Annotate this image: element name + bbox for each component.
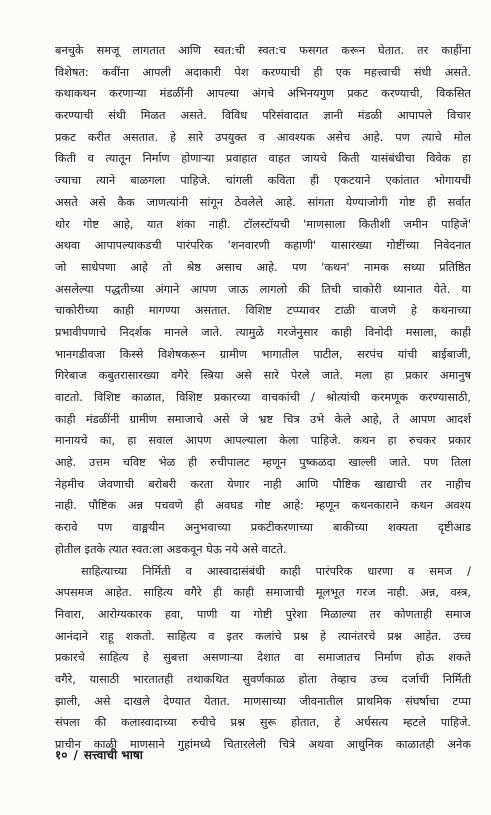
paragraph-2 xyxy=(55,561,471,756)
text-line: मानायचे का, हा सवाल आपण आपल्याला केला पाहिजे. कथन हा रुचकर प्रकार xyxy=(55,434,471,448)
text-line: गिरेबाज कबुतरासारख्या वगैरे स्त्रिया असे सारे पेरले जाते. मला हा प्रकार अमानुष xyxy=(55,369,471,383)
text-line: थोर गोष्ट आहे, यात शंका नाही. टॉलस्टॉयची 'माणसाला कितीशी जमीन पाहिजे' xyxy=(55,217,471,231)
text-line: प्रकट करीत असतात. हे सारे उपयुक्त व आवश्यक असेच आहे. पण त्याचे मोल xyxy=(55,130,471,144)
text-line: वगैरे, यासाठी भारतातही तथाकथित सुवर्णकाळ होता तेव्हाच उच्च दर्जाची निर्मिती xyxy=(55,672,471,686)
text-line: प्रभावीपणाचे निदर्शक मानले जाते. त्यामुळे गरजेनुसार काही विनोदी मसाला, काही xyxy=(55,325,471,339)
text-line: बनचुके समजू लागतात आणि स्वत:ची स्वत:च फसगत करून घेतात. तर काहींना xyxy=(55,44,471,57)
text-line: प्रकारचे साहित्य हे सुबत्ता असणाऱ्या देशात वा समाजातच निर्माण होऊ शकते xyxy=(55,651,471,665)
text-line: असते असे कैक जाणत्यांनी सांगून ठेवलेले आहे. सांगता येण्याजोगी गोष्ट ही सर्वात xyxy=(55,195,471,209)
text-line: साहित्याच्या निर्मिती व आस्वादासंबंधी काही पारंपरिक धारणा व समज / xyxy=(81,564,471,578)
text-line: भानगडीवजा किस्से विशेषकरून ग्रामीण भागातील पाटील, सरपंच यांची बाईबाजी, xyxy=(55,347,471,361)
body-text xyxy=(55,40,471,756)
text-line: होतील इतके त्यात स्वत:ला अडकवून घेऊ नये असे वाटते. xyxy=(55,542,287,556)
text-line: करावे पण वाङ्मयीन अनुभवाच्या प्रकटीकरणाच्या बाकीच्या शक्यता दृष्टीआड xyxy=(55,521,471,535)
page-footer xyxy=(55,746,143,763)
text-line: चाकोरीच्या काही मागण्या असतात. विशिष्ट टप्प्यावर टाळी वाजणे हे कथनाच्या xyxy=(55,304,471,318)
text-line: आनंदाने राहू शकतो. साहित्य व इतर कलांचे प्रश्न हे त्यानंतरचे प्रश्न आहेत. उच्च xyxy=(55,629,471,643)
text-line: ज्याचा त्याने बाळगला पाहिजे. चांगली कविता ही एकटयाने एकांतात भोगायची xyxy=(55,174,471,188)
text-line: अथवा आपापल्याकडची पारंपरिक 'शनवारणी कहाणी' यासारख्या गोष्टींच्या निवेदनात xyxy=(55,239,471,253)
text-line: प्राचीन काळी माणसाने गुहांमध्ये चितारलेली चित्रे अथवा आधुनिक काळातही अनेक xyxy=(55,738,471,751)
text-line: अपसमज आहेत. साहित्य वगैरे ही काही समाजाची मूलभूत गरज नाही. अन्न, वस्त्र, xyxy=(55,586,471,600)
text-line: झाली, असे दाखले देण्यात येतात. माणसाच्या जीवनातील प्राथमिक संघर्षाचा टप्पा xyxy=(55,694,471,708)
footer-separator: / xyxy=(73,748,78,762)
text-line: आहे. उत्तम चविष्ट भेळ ही रुचीपालट म्हणून पुष्कळदा खाल्ली जाते. पण तिला xyxy=(55,456,471,470)
running-title: सत्त्वाची भाषा xyxy=(83,748,143,762)
page-number: १० xyxy=(55,748,68,762)
text-line: जो साधेपणा आहे तो श्रेष्ठ असाच आहे. पण 'कथन' नामक सध्या प्रतिष्ठित xyxy=(55,260,471,274)
text-line: नेहमीच जेवणाची बरोबरी करता येणार नाही आणि पौष्टिक खाद्याची तर नाहीच xyxy=(55,477,471,491)
text-line: निवारा, आरोग्यकारक हवा, पाणी या गोष्टी पुरेशा मिळाल्या तर कोणताही समाज xyxy=(55,607,471,621)
text-line: विशेषत: कवींना आपली अदाकारी पेश करण्याची ही एक महत्त्वाची संधी असते. xyxy=(55,65,471,79)
text-line: कथाकथन करणाऱ्या मंडळींनी आपल्या अंगचे अभिनयगुण प्रकट करण्याची, विकसित xyxy=(55,87,471,101)
text-line: काही मंडळींनी ग्रामीण समाजाचे असे जे भ्रष्ट चित्र उभे केले आहे, ते आपण आदर्श xyxy=(55,412,471,426)
paragraph-1 xyxy=(55,40,471,561)
text-line: करण्याची संधी मिळत असते. विविध परिसंवादात ज्ञानी मंडळी आपापले विचार xyxy=(55,109,471,123)
text-line: संपला की कलास्वादाच्या रुचीचे प्रश्न सुरू होतात, हे अर्धसत्य म्हटले पाहिजे. xyxy=(55,716,471,730)
text-line: वाटतो. विशिष्ट काळात, विशिष्ट प्रकारच्या वाचकांची / श्रोत्यांची करमणूक करण्यासाठी, xyxy=(55,391,471,404)
text-line: असलेल्या पद्धतीच्या अंगाने आपण जाऊ लागलो की तिची चाकोरी ध्यानात येते. या xyxy=(55,282,471,296)
text-line: नाही. पौष्टिक अन्न पचवणे ही अवघड गोष्ट आहे: म्हणून कथनकाराने कथन अवश्य xyxy=(55,499,471,513)
text-line: किती व त्यातून निर्माण होणाऱ्या प्रवाहात वाहत जायचे किती यासंबंधीचा विवेक हा xyxy=(55,152,471,166)
